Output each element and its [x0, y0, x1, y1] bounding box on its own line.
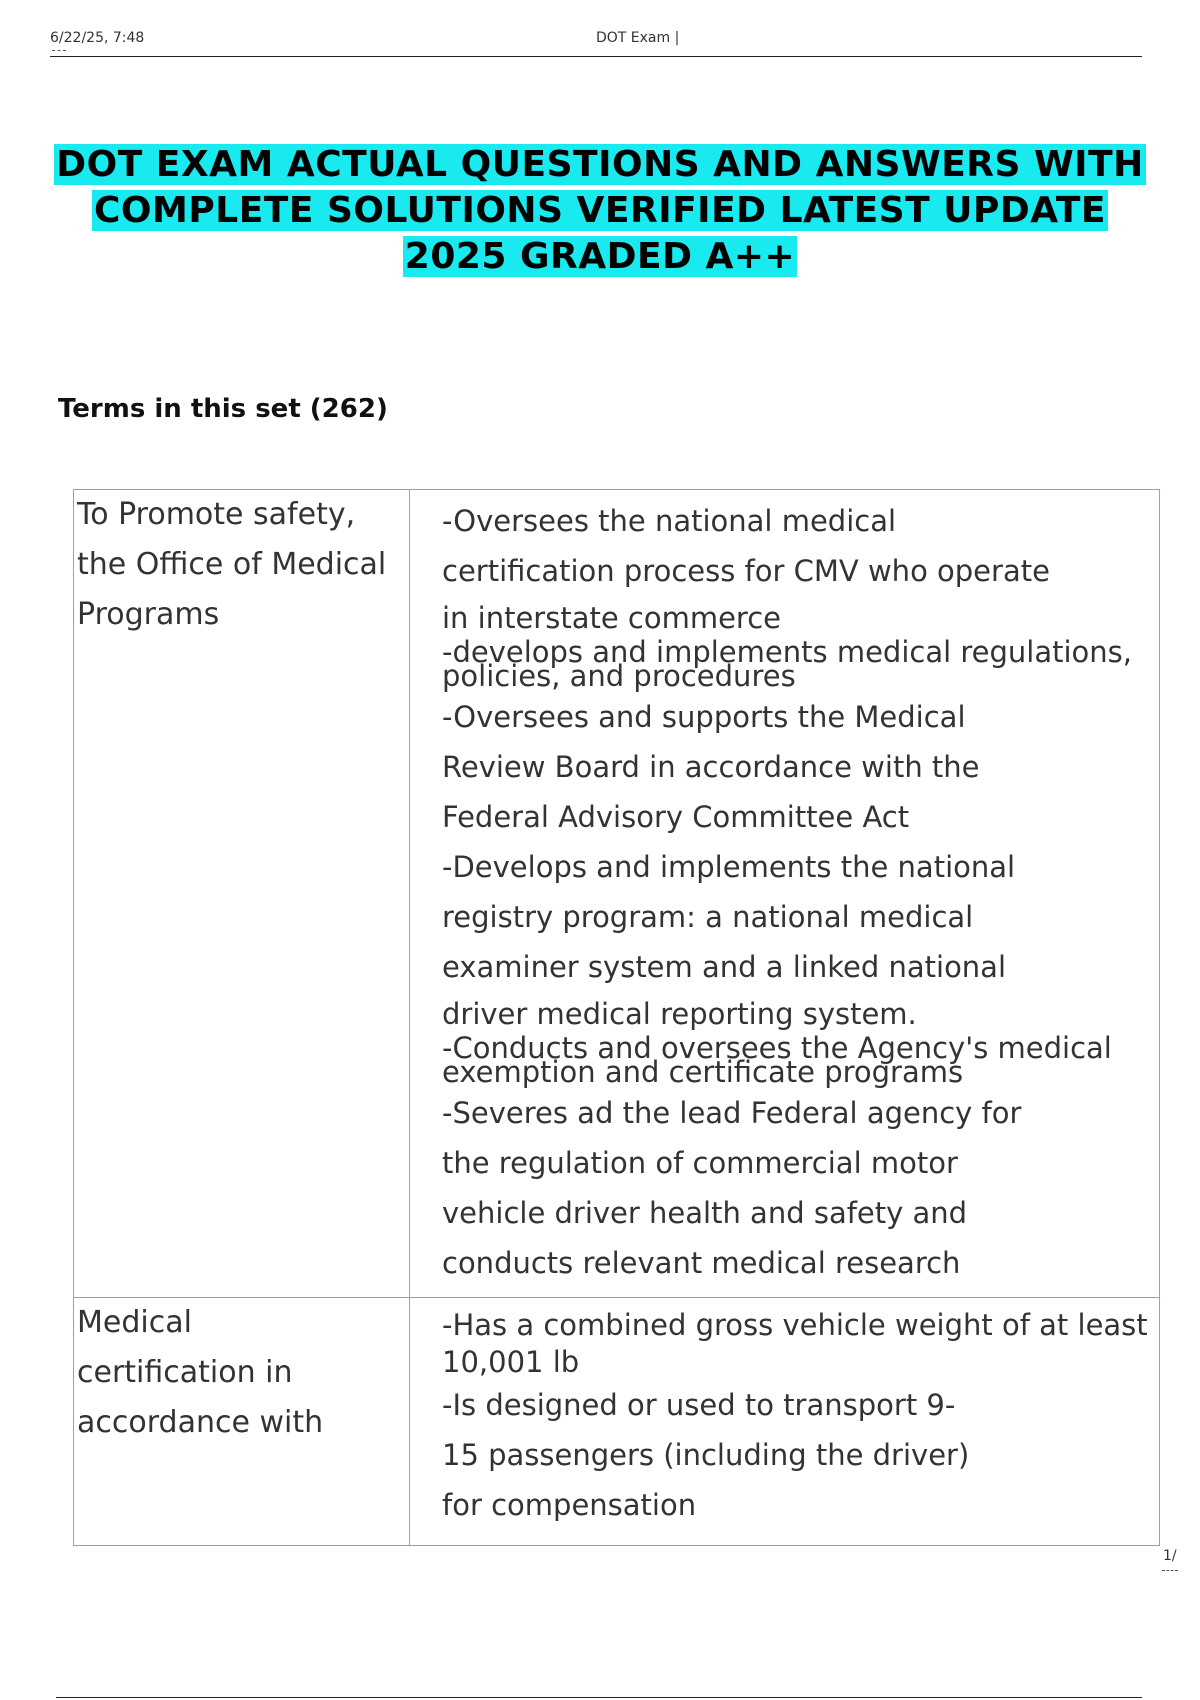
definition-line: 10,001 lb: [442, 1345, 580, 1379]
definition-line: registry program: a national medical: [442, 900, 974, 934]
term-line: the Office of Medical: [77, 547, 387, 582]
header-datetime: 6/22/25, 7:48: [50, 30, 145, 46]
definition-cell: [410, 490, 1160, 1298]
definition-line: for compensation: [442, 1488, 697, 1522]
term-cell: [74, 490, 410, 1298]
definition-line: examiner system and a linked national: [442, 950, 1007, 984]
definition-line: -develops and implements medical regulations,: [442, 635, 1132, 669]
table-row: [74, 490, 1160, 1298]
definition-line: -Conducts and oversees the Agency's medical: [442, 1031, 1112, 1065]
definition-line: exemption and certificate programs: [442, 1055, 964, 1089]
definition-line: the regulation of commercial motor: [442, 1146, 958, 1180]
definition-line: -Develops and implements the national: [442, 850, 1016, 884]
definition-line: vehicle driver health and safety and: [442, 1196, 968, 1230]
flashcard-table: [73, 489, 1160, 1546]
definition-line: Federal Advisory Committee Act: [442, 800, 910, 834]
definition-line: -Oversees and supports the Medical: [442, 700, 966, 734]
definition-line: conducts relevant medical research: [442, 1246, 961, 1280]
footer-divider: [56, 1697, 1142, 1698]
definition-line: in interstate commerce: [442, 601, 782, 635]
page-title-line: DOT EXAM ACTUAL QUESTIONS AND ANSWERS WITH: [56, 144, 1144, 185]
header-doc-title: DOT Exam |: [596, 30, 680, 46]
definition-cell: [410, 1298, 1160, 1546]
term-cell: [74, 1298, 410, 1546]
term-line: Medical: [77, 1305, 192, 1340]
page-number: 1/: [1163, 1548, 1177, 1564]
definition-line: certification process for CMV who operate: [442, 554, 1050, 588]
page-title: [40, 142, 1160, 280]
header-divider: [50, 56, 1142, 57]
term-line: Programs: [77, 597, 220, 632]
header-tick: [52, 50, 66, 51]
term-line: accordance with: [77, 1405, 324, 1440]
definition-line: -Oversees the national medical: [442, 504, 897, 538]
term-line: certification in: [77, 1355, 293, 1390]
table-row: [74, 1298, 1160, 1546]
page-title-line: 2025 GRADED A++: [404, 236, 796, 277]
terms-count-heading: Terms in this set (262): [58, 394, 388, 424]
definition-line: driver medical reporting system.: [442, 997, 917, 1031]
term-line: To Promote safety,: [77, 497, 356, 532]
definition-line: -Is designed or used to transport 9-: [442, 1388, 956, 1422]
definition-line: policies, and procedures: [442, 659, 796, 693]
definition-line: -Has a combined gross vehicle weight of at least: [442, 1308, 1148, 1342]
definition-line: 15 passengers (including the driver): [442, 1438, 970, 1472]
page-number-tick: [1162, 1570, 1178, 1571]
page-title-line: COMPLETE SOLUTIONS VERIFIED LATEST UPDATE: [94, 190, 1106, 231]
definition-line: Review Board in accordance with the: [442, 750, 980, 784]
definition-line: -Severes ad the lead Federal agency for: [442, 1096, 1022, 1130]
